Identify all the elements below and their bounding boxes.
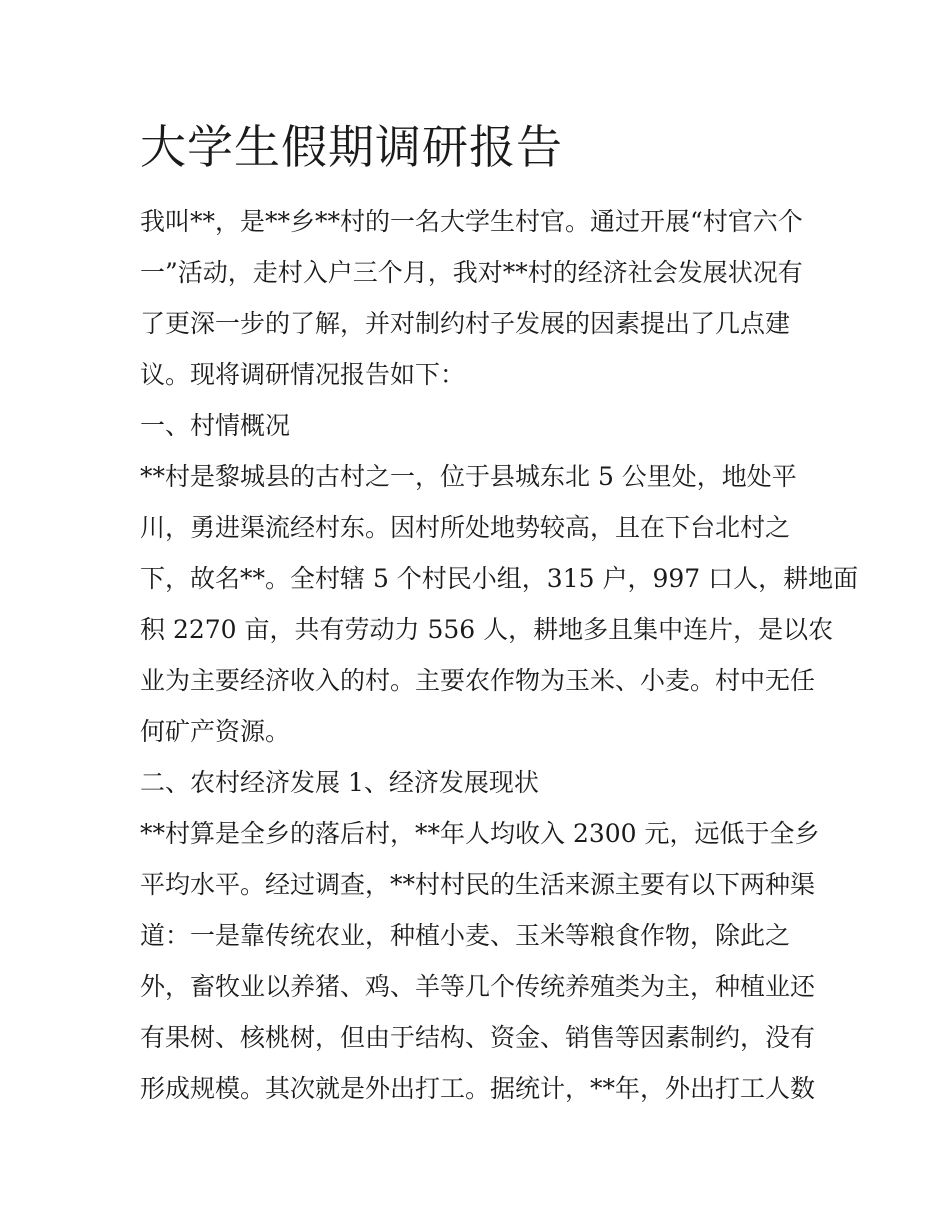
body-line: 形成规模。其次就是外出打工。据统计，**年，外出打工人数 <box>140 1074 816 1103</box>
section-heading: 一、村情概况 <box>140 411 291 440</box>
body-line: 议。现将调研情况报告如下： <box>140 360 466 389</box>
body-line: 道：一是靠传统农业，种植小麦、玉米等粮食作物，除此之 <box>140 921 791 950</box>
document-title: 大学生假期调研报告 <box>140 120 563 174</box>
body-line: 了更深一步的了解，并对制约村子发展的因素提出了几点建 <box>140 309 791 338</box>
body-line: 有果树、核桃树，但由于结构、资金、销售等因素制约，没有 <box>140 1023 816 1052</box>
body-line: 外，畜牧业以养猪、鸡、羊等几个传统养殖类为主，种植业还 <box>140 972 816 1001</box>
body-line: 何矿产资源。 <box>140 717 291 746</box>
section-heading: 二、农村经济发展 1、经济发展现状 <box>140 768 539 797</box>
body-line: 一”活动，走村入户三个月，我对**村的经济社会发展状况有 <box>140 258 803 287</box>
body-line: 积 2270 亩，共有劳动力 556 人，耕地多且集中连片，是以农 <box>140 615 834 644</box>
body-line: 平均水平。经过调查，**村村民的生活来源主要有以下两种渠 <box>140 870 816 899</box>
body-line: **村算是全乡的落后村，**年人均收入 2300 元，远低于全乡 <box>140 819 820 848</box>
body-line: **村是黎城县的古村之一，位于县城东北 5 公里处，地处平 <box>140 462 797 491</box>
body-line: 下，故名**。全村辖 5 个村民小组，315 户，997 口人，耕地面 <box>140 564 859 593</box>
body-line: 川，勇进渠流经村东。因村所处地势较高，且在下台北村之 <box>140 513 791 542</box>
body-line: 我叫**，是**乡**村的一名大学生村官。通过开展“村官六个 <box>140 207 803 236</box>
body-line: 业为主要经济收入的村。主要农作物为玉米、小麦。村中无任 <box>140 666 816 695</box>
